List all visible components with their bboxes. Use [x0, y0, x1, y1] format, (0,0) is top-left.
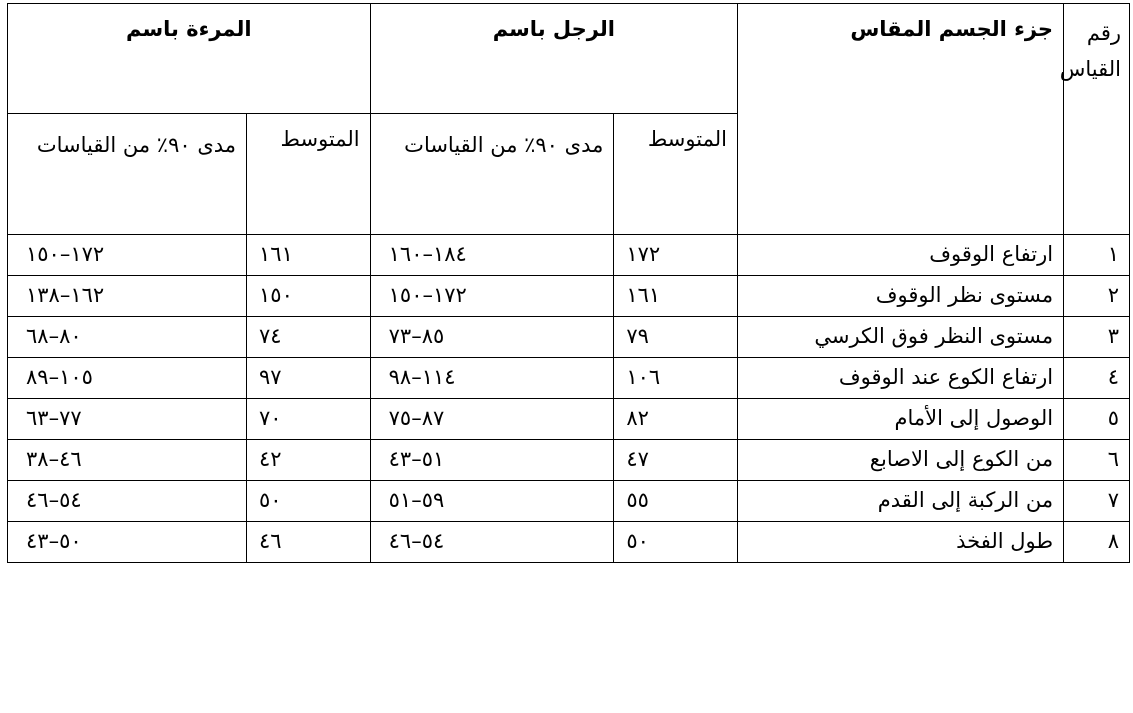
measure-number: ٧	[1064, 481, 1130, 522]
woman-range: ٨٠–٦٨	[8, 317, 247, 358]
woman-range: ٥٠–٤٣	[8, 522, 247, 563]
man-average: ٨٢	[614, 399, 738, 440]
measure-number: ٦	[1064, 440, 1130, 481]
woman-average: ٧٠	[247, 399, 371, 440]
measure-number: ٥	[1064, 399, 1130, 440]
table-row	[8, 440, 1130, 481]
man-range: ٨٧–٧٥	[370, 399, 614, 440]
woman-range: ٥٤–٤٦	[8, 481, 247, 522]
man-range: ٥٩–٥١	[370, 481, 614, 522]
woman-average: ٩٧	[247, 358, 371, 399]
measure-number-header: رقم القياس	[1064, 4, 1130, 235]
woman-average: ١٥٠	[247, 276, 371, 317]
anthropometric-table	[7, 3, 1130, 563]
table-row	[8, 276, 1130, 317]
man-range: ٥٤–٤٦	[370, 522, 614, 563]
woman-range: ١٠٥–٨٩	[8, 358, 247, 399]
woman-average: ٧٤	[247, 317, 371, 358]
measure-number: ٢	[1064, 276, 1130, 317]
header-row	[8, 4, 1130, 114]
woman-header: المرءة باسم	[8, 4, 371, 114]
body-part: مستوى النظر فوق الكرسي	[737, 317, 1063, 358]
body-part: من الركبة إلى القدم	[737, 481, 1063, 522]
table-row	[8, 481, 1130, 522]
table-row	[8, 522, 1130, 563]
body-part: ارتفاع الوقوف	[737, 235, 1063, 276]
body-part-header: جزء الجسم المقاس	[737, 4, 1063, 235]
measure-number: ١	[1064, 235, 1130, 276]
man-range-header: مدى ٩٠٪ من القياسات	[370, 114, 614, 235]
measure-number: ٣	[1064, 317, 1130, 358]
woman-range-header: مدى ٩٠٪ من القياسات	[8, 114, 247, 235]
man-range: ٥١–٤٣	[370, 440, 614, 481]
man-range: ٨٥–٧٣	[370, 317, 614, 358]
man-average: ١٧٢	[614, 235, 738, 276]
body-part: ارتفاع الكوع عند الوقوف	[737, 358, 1063, 399]
body-part: من الكوع إلى الاصابع	[737, 440, 1063, 481]
man-average-header: المتوسط	[614, 114, 738, 235]
measure-number: ٤	[1064, 358, 1130, 399]
measure-number: ٨	[1064, 522, 1130, 563]
man-header: الرجل باسم	[370, 4, 737, 114]
woman-average-header: المتوسط	[247, 114, 371, 235]
woman-range: ١٧٢–١٥٠	[8, 235, 247, 276]
woman-range: ٧٧–٦٣	[8, 399, 247, 440]
man-range: ١٨٤–١٦٠	[370, 235, 614, 276]
body-part: مستوى نظر الوقوف	[737, 276, 1063, 317]
man-average: ٥٥	[614, 481, 738, 522]
table-row	[8, 235, 1130, 276]
body-part: الوصول إلى الأمام	[737, 399, 1063, 440]
man-average: ٥٠	[614, 522, 738, 563]
body-part: طول الفخذ	[737, 522, 1063, 563]
table-row	[8, 399, 1130, 440]
woman-average: ٥٠	[247, 481, 371, 522]
woman-average: ١٦١	[247, 235, 371, 276]
man-range: ١١٤–٩٨	[370, 358, 614, 399]
woman-range: ٤٦–٣٨	[8, 440, 247, 481]
man-average: ١٠٦	[614, 358, 738, 399]
man-average: ٧٩	[614, 317, 738, 358]
man-average: ١٦١	[614, 276, 738, 317]
man-range: ١٧٢–١٥٠	[370, 276, 614, 317]
table-row	[8, 317, 1130, 358]
table-row	[8, 358, 1130, 399]
woman-average: ٤٦	[247, 522, 371, 563]
man-average: ٤٧	[614, 440, 738, 481]
woman-range: ١٦٢–١٣٨	[8, 276, 247, 317]
woman-average: ٤٢	[247, 440, 371, 481]
